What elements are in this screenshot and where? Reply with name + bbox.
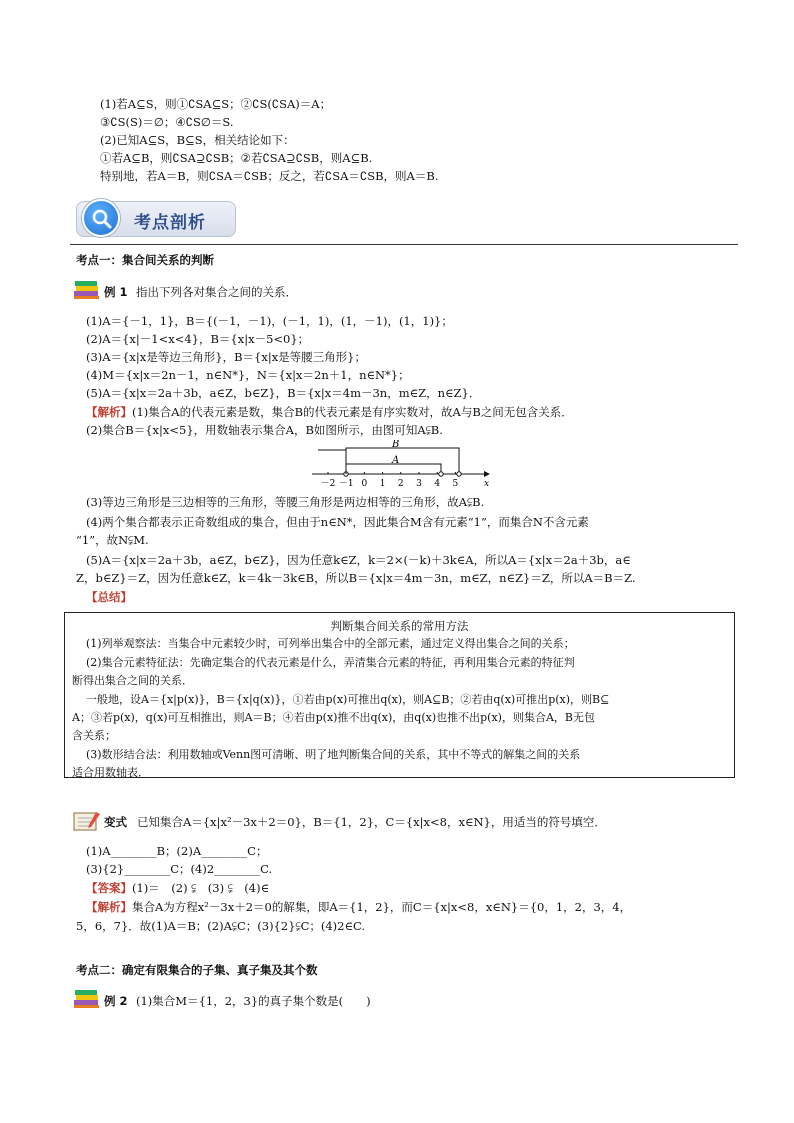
tick-label: 4 bbox=[434, 479, 441, 489]
intro-line-3: (2)已知A⊆S，B⊆S，相关结论如下： bbox=[100, 133, 295, 147]
solution-1: (1)集合A的代表元素是数，集合B的代表元素是有序实数对，故A与B之间无包含关系． bbox=[132, 405, 573, 419]
summary-p2b: 断得出集合之间的关系． bbox=[72, 674, 193, 687]
solution-5b: Z，b∈Z}＝Z，因为任意k∈Z，k＝4k－3k∈B，所以B＝{x|x＝4m－3n，m∈Z，n∈Z}＝Z，所以A＝B＝Z. bbox=[76, 571, 636, 585]
answer-label: 【答案】 bbox=[86, 881, 132, 895]
zongjie-label: 【总结】 bbox=[86, 590, 132, 604]
tick-label: －1 bbox=[338, 479, 354, 489]
tick-label: 0 bbox=[361, 479, 368, 489]
example-1-q4: (4)M＝{x|x＝2n－1，n∈N*}，N＝{x|x＝2n＋1，n∈N*}； bbox=[86, 368, 410, 382]
variant-stem: 已知集合A＝{x|x²－3x＋2＝0}，B＝{1，2}，C＝{x|x<8，x∈N}，用适当的符号填空． bbox=[137, 815, 606, 829]
solution-5a: (5)A＝{x|x＝2a＋3b，a∈Z，b∈Z}，因为任意k∈Z，k＝2×(－k)＋3k∈A，所以A＝{x|x＝2a＋3b，a∈ bbox=[86, 553, 631, 567]
summary-p4a: (3)数形结合法：利用数轴或Venn图可清晰、明了地判断集合间的关系，其中不等式的解集之间的关系 bbox=[86, 748, 581, 761]
variant-q2: (3){2}________C；(4)2________C. bbox=[86, 862, 273, 876]
section-divider bbox=[70, 244, 738, 245]
axis-label: x bbox=[484, 479, 490, 489]
example-1-stem: 指出下列各对集合之间的关系． bbox=[136, 285, 297, 299]
variant-q1: (1)A________B；(2)A________C； bbox=[86, 844, 268, 858]
book-icon-2 bbox=[72, 988, 102, 1010]
variant-jiexi-label: 【解析】 bbox=[86, 900, 132, 914]
example-1-q3: (3)A＝{x|x是等边三角形}，B＝{x|x是等腰三角形}； bbox=[86, 350, 367, 364]
solution-3: (3)等边三角形是三边相等的三角形，等腰三角形是两边相等的三角形，故A⫋B. bbox=[86, 495, 485, 509]
intro-line-1: (1)若A⊆S，则①∁SA⊆S；②∁S(∁SA)＝A； bbox=[100, 97, 332, 111]
summary-p3a: 一般地，设A＝{x|p(x)}，B＝{x|q(x)}，①若由p(x)可推出q(x)，则A⊆B；②若由q(x)可推出p(x)，则B⊆ bbox=[86, 693, 610, 706]
example-2-label: 例 2 bbox=[104, 994, 128, 1008]
intro-line-4: ①若A⊆B，则∁SA⊇∁SB；②若∁SA⊇∁SB，则A⊆B. bbox=[100, 151, 373, 165]
banner-title: 考点剖析 bbox=[134, 213, 206, 233]
number-line-diagram bbox=[308, 440, 492, 490]
notebook-icon bbox=[72, 810, 102, 832]
summary-p1: (1)列举观察法：当集合中元素较少时，可列举出集合中的全部元素，通过定义得出集合之间的关系； bbox=[86, 637, 575, 650]
solution-2: (2)集合B＝{x|x<5}，用数轴表示集合A，B如图所示，由图可知A⫋B. bbox=[86, 423, 443, 437]
book-icon bbox=[72, 279, 102, 301]
kp2-title: 考点二：确定有限集合的子集、真子集及其个数 bbox=[76, 963, 318, 977]
intro-line-2: ③∁S(S)＝∅；④∁S∅＝S. bbox=[100, 115, 234, 129]
summary-title: 判断集合间关系的常用方法 bbox=[330, 619, 469, 633]
jiexi-label: 【解析】 bbox=[86, 405, 132, 419]
example-2-stem: (1)集合M＝{1，2，3}的真子集个数是( ) bbox=[136, 994, 371, 1008]
variant-solution-1: 集合A为方程x²－3x＋2＝0的解集，即A＝{1，2}，而C＝{x|x<8，x∈N}＝{0，1，2，3，4， bbox=[132, 900, 632, 914]
tick-label: 1 bbox=[379, 479, 386, 489]
summary-p4b: 适合用数轴表． bbox=[72, 766, 149, 779]
variant-answer: (1)＝ (2) ⫋ (3) ⫋ (4)∈ bbox=[132, 881, 270, 895]
variant-label: 变式 bbox=[104, 815, 127, 829]
example-1-q1: (1)A＝{－1，1}，B＝{(－1，－1)，(－1，1)，(1，－1)，(1，1)}； bbox=[86, 314, 453, 328]
kp1-title: 考点一：集合间关系的判断 bbox=[76, 253, 214, 267]
solution-4a: (4)两个集合都表示正奇数组成的集合，但由于n∈N*，因此集合M含有元素“1”，而集合N不含元素 bbox=[86, 515, 589, 529]
intro-line-5: 特别地，若A＝B，则∁SA＝∁SB；反之，若∁SA＝∁SB，则A＝B. bbox=[100, 169, 439, 183]
solution-4b: “1”，故N⫋M. bbox=[76, 533, 149, 547]
summary-p3c: 含关系； bbox=[72, 729, 116, 742]
tick-label: －2 bbox=[320, 479, 336, 489]
set-a-label: A bbox=[392, 455, 400, 466]
example-1-label: 例 1 bbox=[104, 285, 128, 299]
summary-p3b: A；③若p(x)，q(x)可互相推出，则A＝B；④若由p(x)推不出q(x)，由q(x)也推不出p(x)，则集合A，B无包 bbox=[72, 711, 595, 724]
magnifier-icon bbox=[82, 199, 120, 237]
example-1-q5: (5)A＝{x|x＝2a＋3b，a∈Z，b∈Z}，B＝{x|x＝4m－3n，m∈Z，n∈Z}． bbox=[86, 386, 481, 400]
summary-p2a: (2)集合元素特征法：先确定集合的代表元素是什么，弄清集合元素的特征，再利用集合元素的特征判 bbox=[86, 656, 575, 669]
tick-label: 5 bbox=[452, 479, 459, 489]
set-b-label: B bbox=[392, 440, 400, 450]
variant-solution-2: 5，6，7}．故(1)A＝B；(2)A⫋C；(3){2}⫋C；(4)2∈C. bbox=[76, 919, 366, 933]
tick-label: 2 bbox=[397, 479, 404, 489]
tick-label: 3 bbox=[416, 479, 422, 489]
section-banner bbox=[76, 197, 238, 241]
example-1-q2: (2)A＝{x|－1<x<4}，B＝{x|x－5<0}； bbox=[86, 332, 310, 346]
